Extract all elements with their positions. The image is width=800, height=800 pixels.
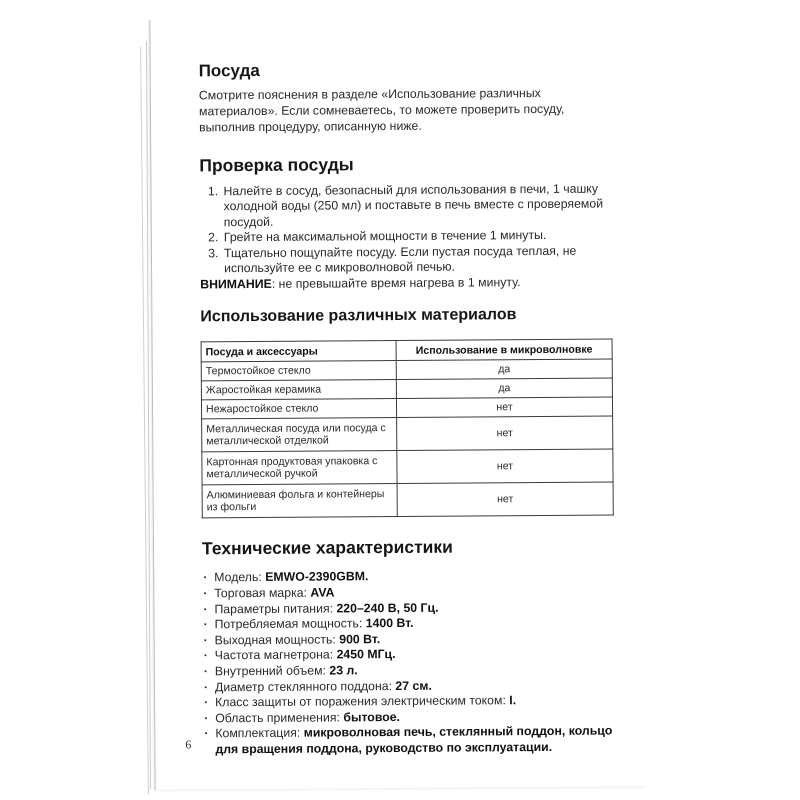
spec-value: EMWO-2390GBM. (265, 569, 369, 585)
table-cell-use: да (396, 359, 612, 380)
spec-label: Частота магнетрона: (214, 647, 337, 663)
spec-value: I. (509, 693, 517, 708)
warning-text: : не превышайте время нагрева в 1 минуту. (271, 275, 521, 292)
spec-label: Внутренний объем: (214, 663, 330, 679)
table-row (202, 482, 613, 518)
table-row (202, 449, 613, 485)
table-cell-item: Металлическая посуда или посуда с металлической отделкой (202, 418, 397, 452)
table-cell-use: нет (397, 416, 613, 451)
warning-label: ВНИМАНИЕ (200, 277, 272, 292)
table-cell-use: нет (397, 482, 613, 517)
dishes-paragraph: Смотрите пояснения в разделе «Использование различных материалов». Если сомневаетесь, то можете проверить посуду, выполнив процедуру, описанную ниже. (198, 85, 565, 135)
table-cell-item: Алюминиевая фольга и контейнеры из фольги (202, 484, 397, 518)
spec-label: Диаметр стеклянного поддона: (214, 678, 396, 694)
check-step: 2. Грейте на максимальной мощности в течение 1 минуты. (222, 228, 620, 246)
spec-label: Класс защиты от поражения электрическим током: (215, 693, 510, 710)
table-cell-use: да (396, 378, 612, 399)
spec-value: микроволновая печь, стеклянный поддон, кольцо для вращения поддона, руководство по эксплуатации. (215, 723, 613, 757)
spec-value: бытовое. (343, 709, 401, 725)
table-cell-item: Термостойкое стекло (201, 361, 396, 381)
spec-value: 2450 МГц. (336, 647, 396, 662)
page-number: 6 (185, 737, 192, 752)
page-content (199, 58, 624, 757)
warning-note (200, 275, 620, 292)
manual-page (149, 16, 645, 789)
check-step: 3. Тщательно пощупайте посуду. Если пустая посуда теплая, не используйте ее с микроволновой печью. (222, 243, 620, 277)
spec-label: Область применения: (215, 710, 344, 726)
check-steps-list (199, 181, 620, 276)
spec-item (203, 724, 623, 758)
section-title-dishes: Посуда (198, 60, 260, 81)
spec-label: Потребляемая мощность: (214, 616, 366, 632)
materials-table (201, 339, 614, 519)
table-cell-use: нет (396, 397, 612, 418)
spec-value: 900 Вт. (339, 631, 381, 647)
spec-value: 23 л. (329, 663, 358, 678)
section-title-materials: Использование различных материалов (200, 306, 517, 326)
spec-value: 220–240 В, 50 Гц. (336, 600, 439, 616)
table-cell-item: Жаростойкая керамика (201, 380, 396, 400)
table-cell-item: Картонная продуктовая упаковка с металлической ручкой (202, 451, 397, 485)
check-step: 1. Налейте в сосуд, безопасный для использования в печи, 1 чашку холодной воды (250 мл) и поставьте в печь вместе с проверяемой посудой. (221, 181, 619, 230)
spec-label: Модель: (214, 570, 266, 585)
spec-value: AVA (310, 585, 335, 600)
section-title-dish-check: Проверка посуды (199, 154, 354, 176)
spec-label: Торговая марка: (214, 585, 311, 601)
spec-value: 27 см. (395, 678, 432, 693)
column-header-dishes: Посуда и аксессуары (201, 341, 396, 362)
column-header-microwave-use: Использование в микроволновке (396, 339, 612, 361)
table-row (202, 416, 613, 452)
specifications-list (202, 568, 623, 758)
table-cell-use: нет (397, 449, 613, 484)
spec-value: 1400 Вт. (365, 616, 414, 631)
table-cell-item: Нежаростойкое стекло (201, 399, 396, 419)
spec-label: Выходная мощность: (214, 632, 340, 648)
spec-label: Комплектация: (215, 726, 304, 741)
spec-label: Параметры питания: (214, 601, 337, 616)
section-title-specifications: Технические характеристики (201, 537, 453, 559)
